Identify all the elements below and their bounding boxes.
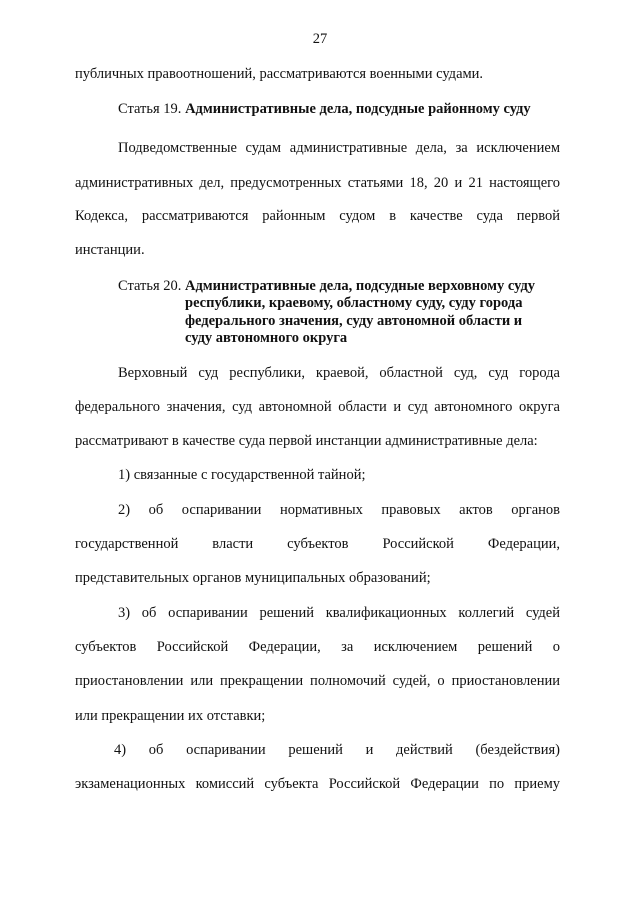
paragraph-line: административных дел, предусмотренных статьями 18, 20 и 21 настоящего — [75, 175, 560, 191]
list-item-line: представительных органов муниципальных образований; — [75, 570, 431, 586]
paragraph-line: рассматривают в качестве суда первой инстанции административные дела: — [75, 433, 538, 449]
article-19-heading — [118, 101, 531, 118]
list-item-line: 2) об оспаривании нормативных правовых актов органов — [118, 502, 560, 518]
list-item-line: государственной власти субъектов Российской Федерации, — [75, 536, 560, 552]
list-item-line: субъектов Российской Федерации, за исключением решений о — [75, 639, 560, 655]
list-item-line: или прекращении их отставки; — [75, 708, 266, 724]
article-20-title-line: федерального значения, суду автономной области и — [185, 313, 523, 329]
list-item-line: экзаменационных комиссий субъекта Российской Федерации по приему — [75, 776, 560, 792]
list-item-line: 1) связанные с государственной тайной; — [118, 467, 366, 483]
list-item-line: 4) об оспаривании решений и действий (бездействия) — [114, 742, 560, 758]
paragraph-line: Кодекса, рассматриваются районным судом в качестве суда первой — [75, 208, 560, 224]
paragraph-line: Подведомственные судам административные дела, за исключением — [118, 140, 560, 156]
article-20-title-line: Административные дела, подсудные верховному суду — [185, 278, 536, 294]
list-item-line: 3) об оспаривании решений квалификационных коллегий судей — [118, 605, 560, 621]
paragraph-line: инстанции. — [75, 242, 145, 258]
article-20-title-line: суду автономного округа — [185, 330, 348, 346]
page-number: 27 — [312, 31, 328, 47]
article-20-title-line: республики, краевому, областному суду, суду города — [185, 295, 523, 311]
article-20-prefix: Статья 20. — [118, 278, 182, 294]
paragraph-line: публичных правоотношений, рассматриваются военными судами. — [75, 66, 484, 82]
paragraph-line: федерального значения, суд автономной области и суд автономного округа — [75, 399, 560, 415]
list-item-line: приостановлении или прекращении полномочий судей, о приостановлении — [75, 673, 560, 689]
article-19-prefix: Статья 19. — [118, 101, 182, 117]
article-19-title: Административные дела, подсудные районному суду — [185, 101, 531, 117]
paragraph-line: Верховный суд республики, краевой, областной суд, суд города — [118, 365, 560, 381]
